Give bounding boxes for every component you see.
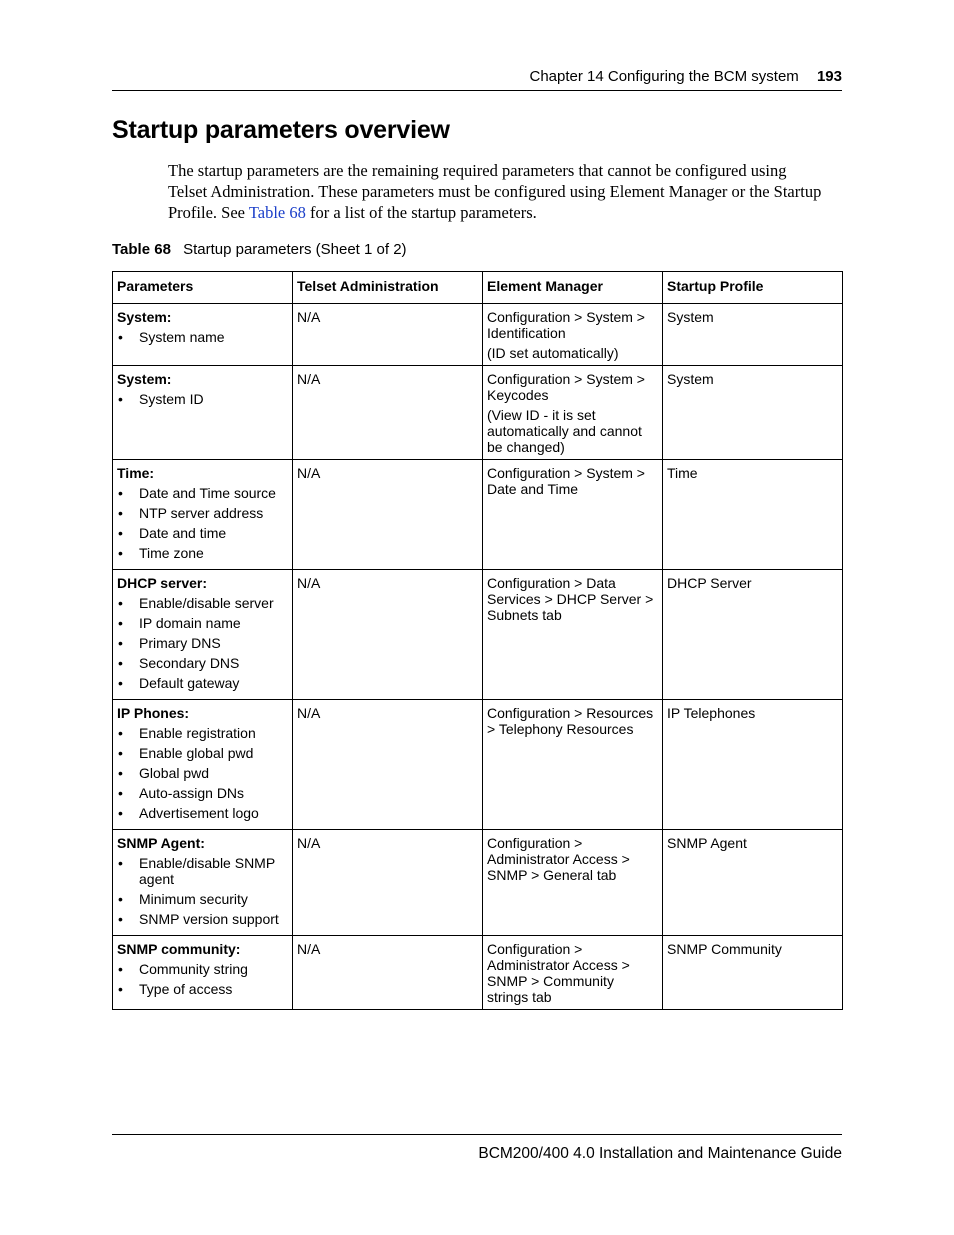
parameters-cell	[113, 304, 293, 366]
startup-profile-cell: SNMP Agent	[663, 830, 843, 936]
element-manager-path: Configuration > Data Services > DHCP Server > Subnets tab	[487, 575, 654, 623]
parameter-list	[117, 595, 288, 691]
table-row	[113, 366, 843, 460]
parameter-item: • System ID	[117, 391, 288, 407]
parameter-item: • Auto-assign DNs	[117, 785, 288, 801]
element-manager-path: Configuration > System > Identification	[487, 309, 645, 341]
parameter-item: • IP domain name	[117, 615, 288, 631]
intro-text-before: The startup parameters are the remaining required parameters that cannot be configured using Telset Administration. These parameters must be configured using Element Manager or the Startup Profile. See	[168, 161, 822, 222]
table-header-row	[113, 272, 843, 304]
parameter-item: • Date and time	[117, 525, 288, 541]
table-row	[113, 460, 843, 570]
element-manager-cell	[483, 366, 663, 460]
running-header	[530, 68, 843, 85]
startup-profile-cell: System	[663, 304, 843, 366]
element-manager-path: Configuration > System > Date and Time	[487, 465, 645, 497]
intro-text-after: for a list of the startup parameters.	[305, 203, 537, 222]
parameter-group-title: System:	[117, 371, 172, 387]
parameter-group-title: IP Phones:	[117, 705, 190, 721]
parameter-group-title: SNMP community:	[117, 941, 241, 957]
parameter-item: • Enable global pwd	[117, 745, 288, 761]
parameter-list	[117, 961, 288, 997]
parameters-cell	[113, 366, 293, 460]
telset-cell: N/A	[293, 304, 483, 366]
telset-cell: N/A	[293, 830, 483, 936]
table-row	[113, 936, 843, 1010]
telset-cell: N/A	[293, 700, 483, 830]
element-manager-cell	[483, 830, 663, 936]
parameter-item: • Enable registration	[117, 725, 288, 741]
table-caption-label: Table 68	[112, 241, 171, 258]
table-row	[113, 700, 843, 830]
table-body	[113, 304, 843, 1010]
section-title: Startup parameters overview	[112, 116, 450, 144]
element-manager-path: Configuration > Administrator Access > SNMP > General tab	[487, 835, 630, 883]
chapter-title: Chapter 14 Configuring the BCM system	[529, 68, 799, 85]
parameter-item: • Enable/disable server	[117, 595, 288, 611]
parameter-item: • Default gateway	[117, 675, 288, 691]
page-footer	[112, 1134, 842, 1162]
column-header-parameters: Parameters	[113, 272, 293, 304]
parameter-item: • Time zone	[117, 545, 288, 561]
parameters-cell	[113, 936, 293, 1010]
table-row	[113, 570, 843, 700]
table-row	[113, 830, 843, 936]
parameter-group-title: DHCP server:	[117, 575, 208, 591]
parameter-item: • SNMP version support	[117, 911, 288, 927]
parameter-item: • NTP server address	[117, 505, 288, 521]
parameters-cell	[113, 700, 293, 830]
element-manager-cell	[483, 700, 663, 830]
startup-parameters-table	[112, 271, 843, 1010]
table-caption-text: Startup parameters (Sheet 1 of 2)	[183, 241, 407, 258]
parameter-list	[117, 391, 288, 407]
element-manager-cell	[483, 936, 663, 1010]
parameter-item: • Primary DNS	[117, 635, 288, 651]
parameter-item: • Minimum security	[117, 891, 288, 907]
startup-profile-cell: SNMP Community	[663, 936, 843, 1010]
page-number: 193	[816, 68, 842, 85]
column-header-telset: Telset Administration	[293, 272, 483, 304]
element-manager-path: Configuration > System > Keycodes	[487, 371, 645, 403]
parameter-list	[117, 725, 288, 821]
element-manager-path: Configuration > Administrator Access > SNMP > Community strings tab	[487, 941, 630, 1005]
parameter-group-title: System:	[117, 309, 172, 325]
parameter-item: • Advertisement logo	[117, 805, 288, 821]
table-68-link[interactable]: Table 68	[248, 203, 306, 222]
page-header	[112, 66, 842, 91]
parameter-item: • Community string	[117, 961, 288, 977]
telset-cell: N/A	[293, 570, 483, 700]
parameter-group-title: Time:	[117, 465, 155, 481]
column-header-element-manager: Element Manager	[483, 272, 663, 304]
parameter-item: • Enable/disable SNMP agent	[117, 855, 288, 887]
parameter-list	[117, 485, 288, 561]
element-manager-cell	[483, 460, 663, 570]
parameter-item: • Type of access	[117, 981, 288, 997]
parameters-cell	[113, 570, 293, 700]
element-manager-cell	[483, 304, 663, 366]
telset-cell: N/A	[293, 936, 483, 1010]
column-header-startup-profile: Startup Profile	[663, 272, 843, 304]
footer-title: BCM200/400 4.0 Installation and Maintenance Guide	[478, 1145, 842, 1162]
element-manager-path: Configuration > Resources > Telephony Resources	[487, 705, 654, 737]
table-caption	[112, 241, 407, 258]
parameter-list	[117, 855, 288, 927]
parameter-item: • Global pwd	[117, 765, 288, 781]
intro-paragraph	[168, 160, 828, 223]
parameter-item: • Date and Time source	[117, 485, 288, 501]
element-manager-note: (ID set automatically)	[487, 345, 619, 361]
parameters-cell	[113, 460, 293, 570]
startup-profile-cell: Time	[663, 460, 843, 570]
parameters-cell	[113, 830, 293, 936]
element-manager-note: (View ID - it is set automatically and cannot be changed)	[487, 407, 642, 455]
startup-profile-cell: System	[663, 366, 843, 460]
telset-cell: N/A	[293, 366, 483, 460]
telset-cell: N/A	[293, 460, 483, 570]
parameter-group-title: SNMP Agent:	[117, 835, 205, 851]
element-manager-cell	[483, 570, 663, 700]
parameter-item: • System name	[117, 329, 288, 345]
parameter-list	[117, 329, 288, 345]
table-row	[113, 304, 843, 366]
startup-profile-cell: IP Telephones	[663, 700, 843, 830]
startup-profile-cell: DHCP Server	[663, 570, 843, 700]
parameter-item: • Secondary DNS	[117, 655, 288, 671]
